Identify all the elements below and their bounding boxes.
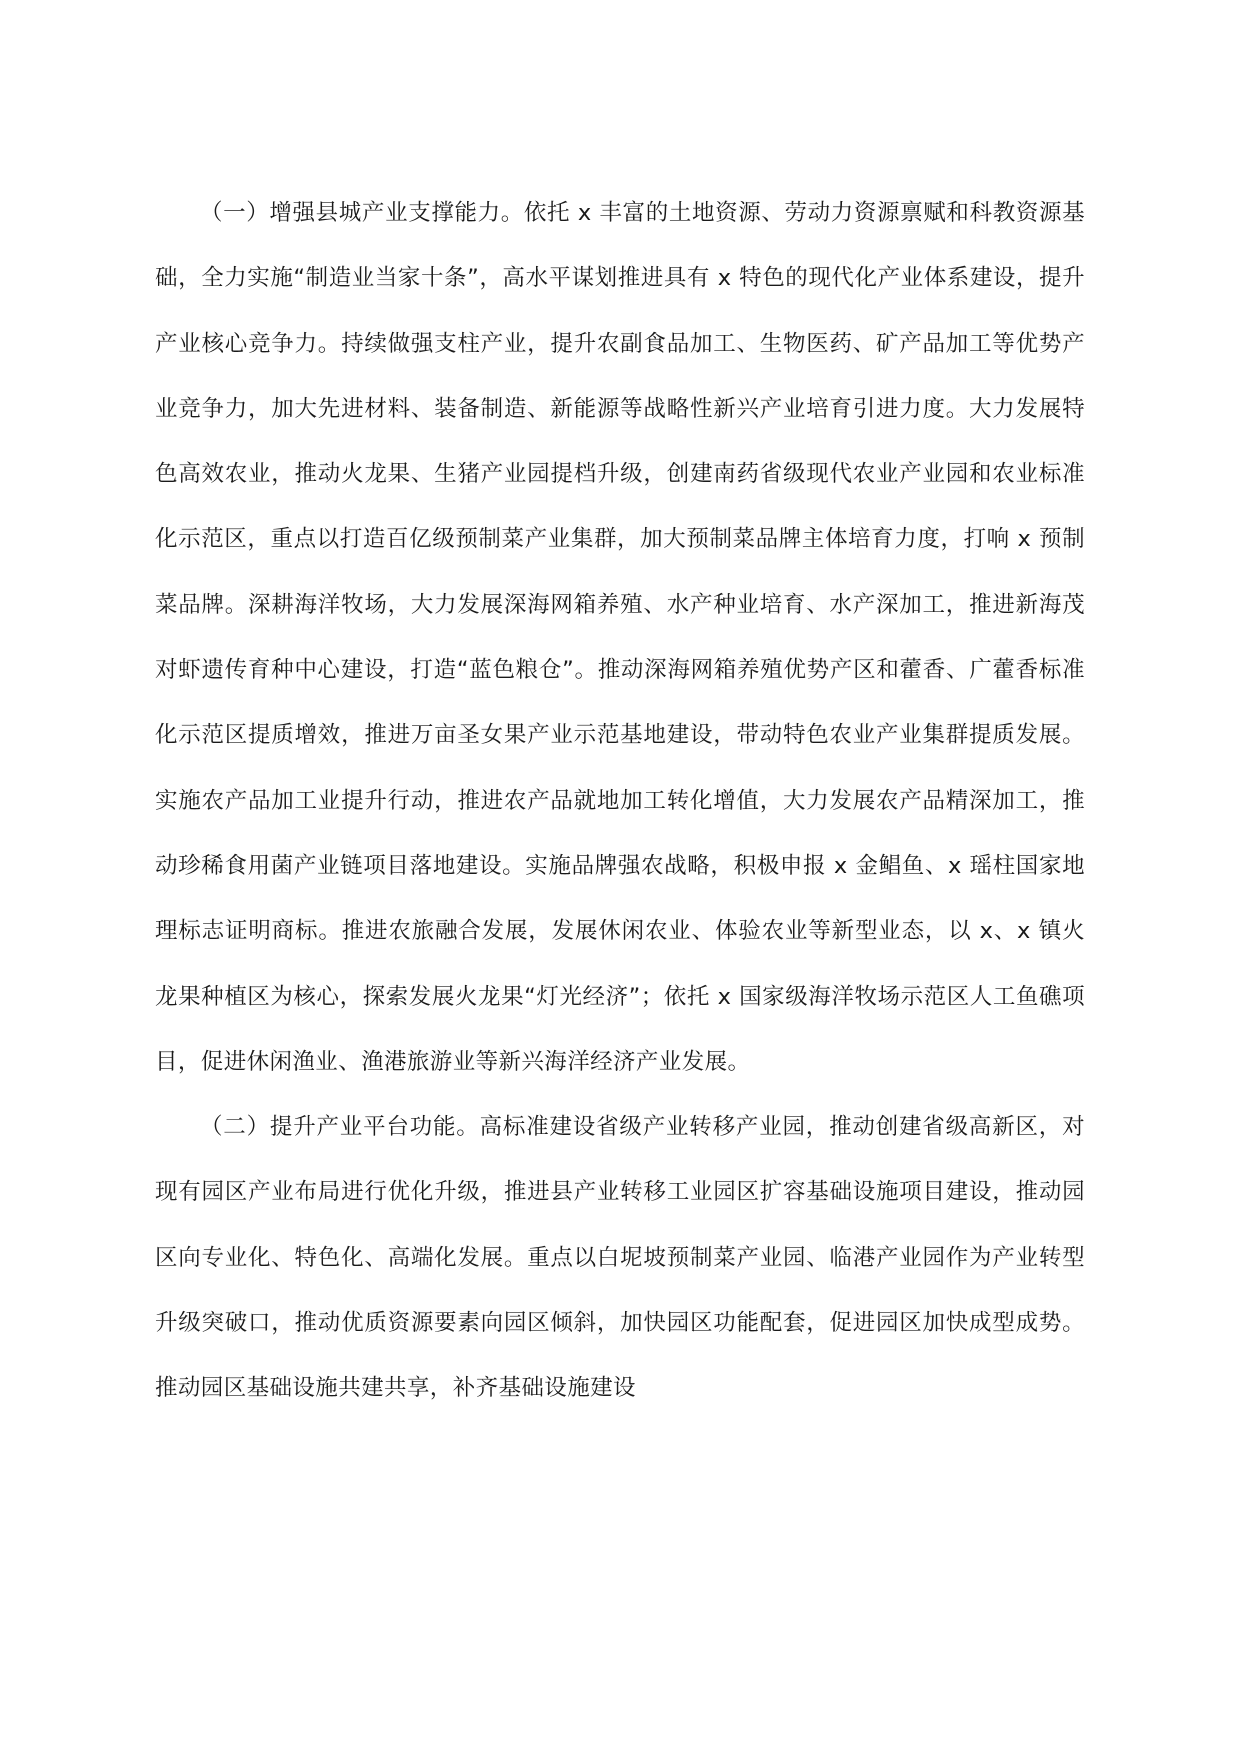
document-body bbox=[155, 181, 1085, 1422]
paragraph-industry-support: （一）增强县城产业支撑能力。依托 x 丰富的土地资源、劳动力资源禀赋和科教资源基础，全力实施“制造业当家十条”，高水平谋划推进具有 x 特色的现代化产业体系建设，提升产业核心竞争力。持续做强支柱产业，提升农副食品加工、生物医药、矿产品加工等优势产业竞争力，加大先进材料、装备制造、新能源等战略性新兴产业培育引进力度。大力发展特色高效农业，推动火龙果、生猪产业园提档升级，创建南药省级现代农业产业园和农业标准化示范区，重点以打造百亿级预制菜产业集群，加大预制菜品牌主体培育力度，打响 x 预制菜品牌。深耕海洋牧场，大力发展深海网箱养殖、水产种业培育、水产深加工，推进新海茂对虾遗传育种中心建设，打造“蓝色粮仓”。推动深海网箱养殖优势产区和藿香、广藿香标准化示范区提质增效，推进万亩圣女果产业示范基地建设，带动特色农业产业集群提质发展。实施农产品加工业提升行动，推进农产品就地加工转化增值，大力发展农产品精深加工，推动珍稀食用菌产业链项目落地建设。实施品牌强农战略，积极申报 x 金鲳鱼、x 瑶柱国家地理标志证明商标。推进农旅融合发展，发展休闲农业、体验农业等新型业态，以 x、x 镇火龙果种植区为核心，探索发展火龙果“灯光经济”；依托 x 国家级海洋牧场示范区人工鱼礁项目，促进休闲渔业、渔港旅游业等新兴海洋经济产业发展。 bbox=[155, 200, 1085, 1075]
paragraph-industry-platform: （二）提升产业平台功能。高标准建设省级产业转移产业园，推动创建省级高新区，对现有园区产业布局进行优化升级，推进县产业转移工业园区扩容基础设施项目建设，推动园区向专业化、特色化、高端化发展。重点以白坭坡预制菜产业园、临港产业园作为产业转型升级突破口，推动优质资源要素向园区倾斜，加快园区功能配套，促进园区加快成型成势。推动园区基础设施共建共享，补齐基础设施建设 bbox=[155, 1114, 1085, 1402]
